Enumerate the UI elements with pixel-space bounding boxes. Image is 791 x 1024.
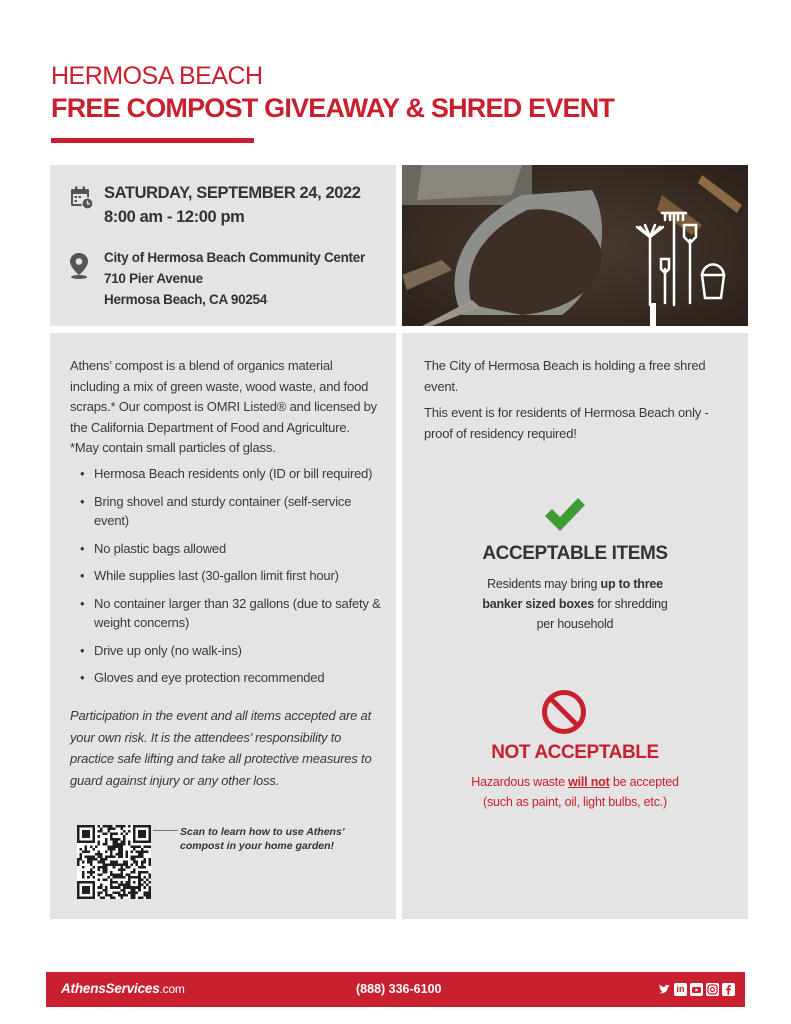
qr-leader-line [153, 830, 178, 831]
qr-caption: Scan to learn how to use Athens’ compost in your home garden! [180, 826, 345, 852]
header-city: HERMOSA BEACH [51, 62, 263, 90]
liability-disclaimer: Participation in the event and all items accepted are at your own risk. It is the attendees’ responsibility to practice safe lifting and take all protective measures to guard against injury or any other loss. [70, 708, 372, 788]
qr-code[interactable] [77, 825, 151, 899]
footer-bar [46, 972, 745, 1007]
footer-brand: AthensServices [61, 981, 160, 996]
footer-brand-suffix: .com [159, 982, 185, 996]
event-time: 8:00 am - 12:00 pm [104, 208, 245, 226]
location-street: 710 Pier Avenue [104, 271, 203, 286]
footer-phone[interactable]: (888) 336-6100 [356, 982, 442, 996]
list-item: • Gloves and eye protection recommended [72, 668, 382, 688]
location-name: City of Hermosa Beach Community Center [104, 250, 365, 265]
map-pin-icon [68, 252, 90, 280]
list-item: • No plastic bags allowed [72, 539, 382, 559]
list-item: • Hermosa Beach residents only (ID or bill required) [72, 464, 382, 484]
not-acceptable-text-pre: Hazardous waste [471, 775, 569, 789]
title-underline [51, 138, 254, 143]
residency-note: This event is for residents of Hermosa Beach only - proof of residency required! [424, 405, 709, 441]
instagram-icon[interactable] [706, 983, 719, 996]
list-item: • No container larger than 32 gallons (due to safety & weight concerns) [72, 594, 382, 633]
list-item: • While supplies last (30-gallon limit first hour) [72, 566, 382, 586]
footer-website-link[interactable] [61, 981, 185, 996]
youtube-icon[interactable] [690, 983, 703, 996]
compost-description: Athens’ compost is a blend of organics material including a mix of green waste, wood waste, and food scraps.* Our compost is OMRI Listed® and licensed by the California Department of Food and Agriculture. *May contain small particles of glass. [70, 358, 377, 455]
page-title: FREE COMPOST GIVEAWAY & SHRED EVENT [51, 93, 615, 123]
event-date: SATURDAY, SEPTEMBER 24, 2022 [104, 184, 361, 202]
social-icons [658, 983, 735, 996]
linkedin-icon[interactable]: in [674, 983, 687, 996]
prohibited-icon [541, 689, 587, 735]
not-acceptable-description [402, 772, 748, 812]
acceptable-text-bold: up to three banker sized boxes [482, 577, 663, 611]
acceptable-items-title: ACCEPTABLE ITEMS [482, 543, 668, 564]
not-acceptable-text-post: be accepted (such as paint, oil, light bulbs, etc.) [483, 775, 679, 809]
list-item: • Bring shovel and sturdy container (self-service event) [72, 492, 382, 531]
location-city: Hermosa Beach, CA 90254 [104, 292, 267, 307]
twitter-icon[interactable] [658, 983, 671, 996]
checkmark-icon [543, 494, 587, 536]
compost-shovel-photo [402, 165, 748, 326]
acceptable-text-pre: Residents may bring [487, 577, 601, 591]
acceptable-items-description [402, 574, 748, 634]
not-acceptable-text-bold: will not [568, 775, 610, 789]
list-item: • Drive up only (no walk-ins) [72, 641, 382, 661]
calendar-clock-icon [70, 186, 94, 210]
facebook-icon[interactable] [722, 983, 735, 996]
compost-rules-list [72, 464, 382, 696]
not-acceptable-title: NOT ACCEPTABLE [491, 742, 659, 763]
acceptable-text-post: for shredding per household [536, 597, 668, 631]
shred-intro: The City of Hermosa Beach is holding a free shred event. [424, 358, 706, 394]
